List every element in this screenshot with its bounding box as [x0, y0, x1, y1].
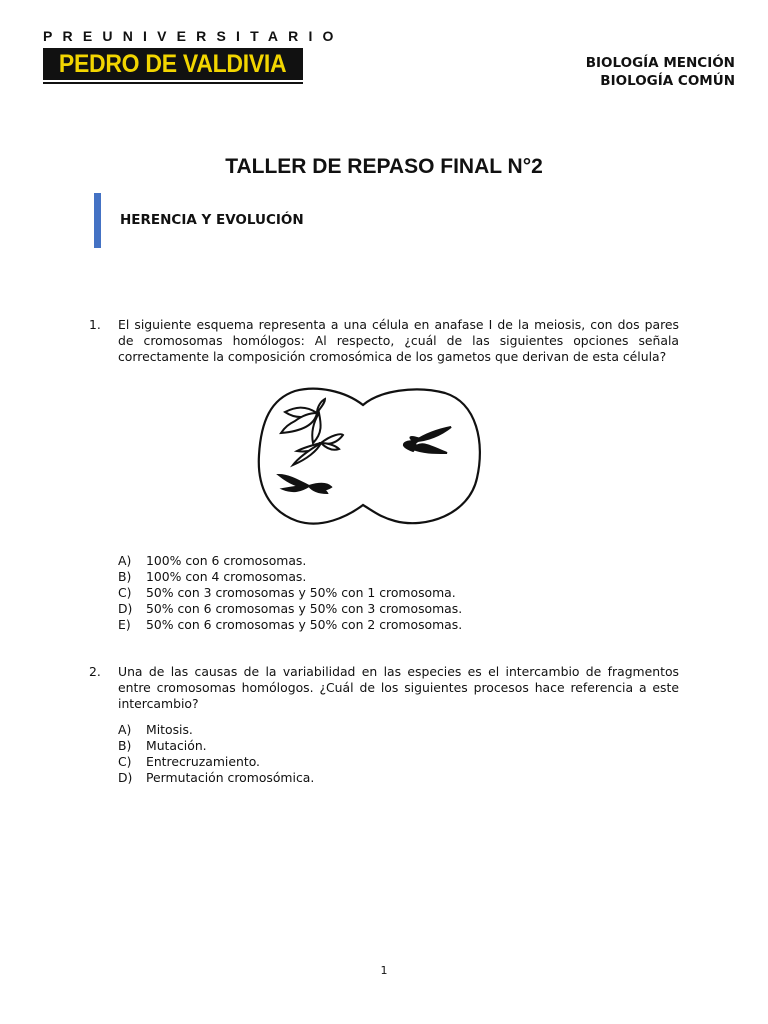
question-number: 2. [89, 664, 101, 679]
option-letter: C) [118, 754, 132, 769]
answer-option[interactable] [118, 722, 679, 738]
option-text: Mitosis. [146, 722, 193, 737]
logo-underline [43, 82, 303, 84]
answer-option[interactable] [118, 569, 679, 585]
subject-line-1: BIOLOGÍA MENCIÓN [585, 55, 735, 71]
option-text: 50% con 6 cromosomas y 50% con 3 cromosomas. [146, 601, 463, 616]
answer-option[interactable] [118, 770, 679, 786]
option-text: 100% con 6 cromosomas. [146, 553, 307, 568]
option-letter: A) [118, 553, 132, 568]
page-title: TALLER DE REPASO FINAL N°2 [225, 155, 543, 178]
subject-line-2: BIOLOGÍA COMÚN [600, 73, 735, 89]
question-text: El siguiente esquema representa a una célula en anafase I de la meiosis, con dos pares de cromosomas homólogos: Al respecto, ¿cuál de las siguientes opciones señala correctamente la composición cromosómica de los gametos que derivan de esta célula? [118, 317, 679, 364]
option-letter: C) [118, 585, 132, 600]
answer-option[interactable] [118, 585, 679, 601]
question-1-options [89, 553, 679, 633]
option-text: 50% con 6 cromosomas y 50% con 2 cromosomas. [146, 617, 463, 632]
section-accent-bar [94, 193, 101, 248]
question-text: Una de las causas de la variabilidad en las especies es el intercambio de fragmentos entre cromosomas homólogos. ¿Cuál de los siguientes procesos hace referencia a este intercambio? [118, 664, 679, 711]
question-2 [89, 664, 679, 786]
option-letter: A) [118, 722, 132, 737]
answer-option[interactable] [118, 738, 679, 754]
option-text: Entrecruzamiento. [146, 754, 260, 769]
option-letter: B) [118, 569, 132, 584]
logo-banner [43, 48, 303, 80]
answer-option[interactable] [118, 617, 679, 633]
logo [43, 28, 344, 84]
page-number: 1 [380, 964, 388, 977]
chromosome-filled-2 [404, 427, 451, 453]
answer-option[interactable] [118, 754, 679, 770]
option-text: Mutación. [146, 738, 207, 753]
option-letter: D) [118, 601, 133, 616]
chromosome-filled-1 [279, 475, 331, 493]
chromosome-outlined-1 [281, 399, 325, 443]
question-number: 1. [89, 317, 101, 332]
option-letter: E) [118, 617, 131, 632]
subject-header [586, 54, 735, 90]
section-heading: HERENCIA Y EVOLUCIÓN [120, 212, 304, 228]
chromosome-outlined-2 [293, 434, 343, 465]
logo-top-text: PREUNIVERSITARIO [43, 28, 344, 44]
answer-option[interactable] [118, 601, 679, 617]
anaphase-cell-diagram [255, 383, 483, 530]
option-text: Permutación cromosómica. [146, 770, 315, 785]
answer-option[interactable] [118, 553, 679, 569]
option-text: 100% con 4 cromosomas. [146, 569, 307, 584]
option-letter: D) [118, 770, 133, 785]
option-text: 50% con 3 cromosomas y 50% con 1 cromosoma. [146, 585, 456, 600]
logo-name: PEDRO DE VALDIVIA [59, 49, 287, 78]
question-1 [89, 317, 679, 365]
option-letter: B) [118, 738, 132, 753]
